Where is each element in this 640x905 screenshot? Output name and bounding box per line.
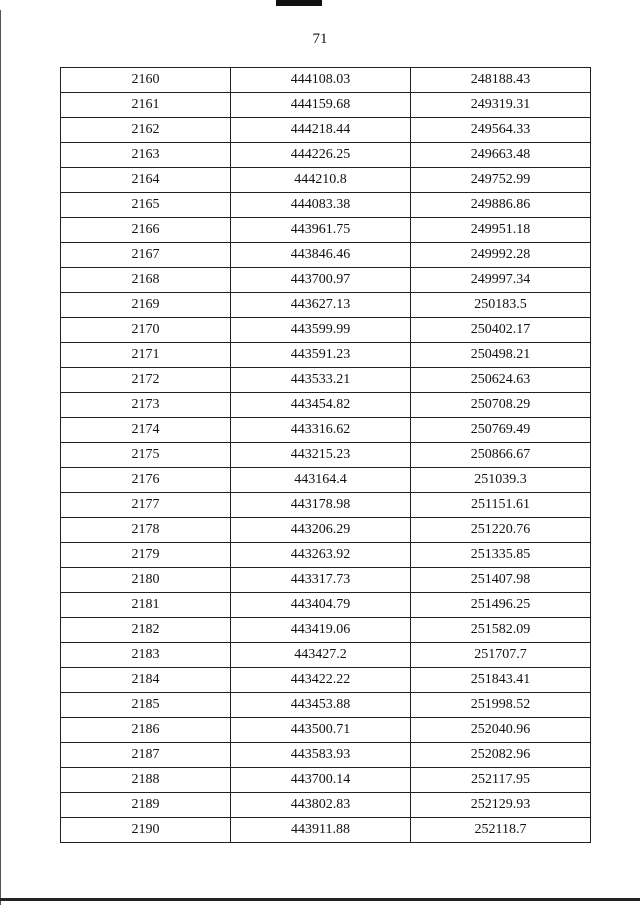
table-row — [61, 543, 591, 568]
table-row — [61, 343, 591, 368]
x-coordinate-cell: 443178.98 — [231, 493, 411, 518]
x-coordinate-cell: 443419.06 — [231, 618, 411, 643]
point-number-cell: 2161 — [61, 93, 231, 118]
x-coordinate-cell: 443206.29 — [231, 518, 411, 543]
point-number-cell: 2166 — [61, 218, 231, 243]
table-row — [61, 593, 591, 618]
table-row — [61, 168, 591, 193]
x-coordinate-cell: 443591.23 — [231, 343, 411, 368]
point-number-cell: 2170 — [61, 318, 231, 343]
point-number-cell: 2187 — [61, 743, 231, 768]
table-row — [61, 293, 591, 318]
y-coordinate-cell: 250402.17 — [411, 318, 591, 343]
table-row — [61, 418, 591, 443]
point-number-cell: 2173 — [61, 393, 231, 418]
x-coordinate-cell: 443583.93 — [231, 743, 411, 768]
y-coordinate-cell: 252118.7 — [411, 818, 591, 843]
y-coordinate-cell: 251151.61 — [411, 493, 591, 518]
y-coordinate-cell: 250624.63 — [411, 368, 591, 393]
y-coordinate-cell: 252040.96 — [411, 718, 591, 743]
x-coordinate-cell: 443846.46 — [231, 243, 411, 268]
table-row — [61, 618, 591, 643]
point-number-cell: 2171 — [61, 343, 231, 368]
table-row — [61, 443, 591, 468]
point-number-cell: 2160 — [61, 68, 231, 93]
table-row — [61, 368, 591, 393]
point-number-cell: 2167 — [61, 243, 231, 268]
x-coordinate-cell: 443427.2 — [231, 643, 411, 668]
x-coordinate-cell: 443316.62 — [231, 418, 411, 443]
point-number-cell: 2186 — [61, 718, 231, 743]
y-coordinate-cell: 249564.33 — [411, 118, 591, 143]
point-number-cell: 2165 — [61, 193, 231, 218]
x-coordinate-cell: 444218.44 — [231, 118, 411, 143]
y-coordinate-cell: 250866.67 — [411, 443, 591, 468]
y-coordinate-cell: 252117.95 — [411, 768, 591, 793]
table-row — [61, 243, 591, 268]
x-coordinate-cell: 443453.88 — [231, 693, 411, 718]
x-coordinate-cell: 443961.75 — [231, 218, 411, 243]
table-row — [61, 493, 591, 518]
y-coordinate-cell: 249997.34 — [411, 268, 591, 293]
y-coordinate-cell: 249992.28 — [411, 243, 591, 268]
x-coordinate-cell: 443317.73 — [231, 568, 411, 593]
point-number-cell: 2175 — [61, 443, 231, 468]
page-bottom-edge — [0, 898, 640, 901]
x-coordinate-cell: 443263.92 — [231, 543, 411, 568]
x-coordinate-cell: 443533.21 — [231, 368, 411, 393]
point-number-cell: 2176 — [61, 468, 231, 493]
table-row — [61, 668, 591, 693]
table-row — [61, 643, 591, 668]
y-coordinate-cell: 249752.99 — [411, 168, 591, 193]
y-coordinate-cell: 250498.21 — [411, 343, 591, 368]
y-coordinate-cell: 251335.85 — [411, 543, 591, 568]
table-row — [61, 468, 591, 493]
table-row — [61, 118, 591, 143]
page-left-edge — [0, 10, 1, 905]
point-number-cell: 2174 — [61, 418, 231, 443]
table-row — [61, 318, 591, 343]
table-row — [61, 768, 591, 793]
table-row — [61, 193, 591, 218]
point-number-cell: 2172 — [61, 368, 231, 393]
point-number-cell: 2169 — [61, 293, 231, 318]
x-coordinate-cell: 444108.03 — [231, 68, 411, 93]
point-number-cell: 2181 — [61, 593, 231, 618]
point-number-cell: 2188 — [61, 768, 231, 793]
table-row — [61, 393, 591, 418]
y-coordinate-cell: 251407.98 — [411, 568, 591, 593]
y-coordinate-cell: 252129.93 — [411, 793, 591, 818]
x-coordinate-cell: 443404.79 — [231, 593, 411, 618]
y-coordinate-cell: 251707.7 — [411, 643, 591, 668]
point-number-cell: 2179 — [61, 543, 231, 568]
y-coordinate-cell: 251998.52 — [411, 693, 591, 718]
point-number-cell: 2183 — [61, 643, 231, 668]
y-coordinate-cell: 251220.76 — [411, 518, 591, 543]
y-coordinate-cell: 252082.96 — [411, 743, 591, 768]
x-coordinate-cell: 443700.14 — [231, 768, 411, 793]
x-coordinate-cell: 443627.13 — [231, 293, 411, 318]
table-row — [61, 793, 591, 818]
point-number-cell: 2162 — [61, 118, 231, 143]
x-coordinate-cell: 443500.71 — [231, 718, 411, 743]
coordinates-table — [60, 67, 591, 843]
y-coordinate-cell: 250769.49 — [411, 418, 591, 443]
point-number-cell: 2164 — [61, 168, 231, 193]
y-coordinate-cell: 250708.29 — [411, 393, 591, 418]
y-coordinate-cell: 251843.41 — [411, 668, 591, 693]
x-coordinate-cell: 443215.23 — [231, 443, 411, 468]
point-number-cell: 2177 — [61, 493, 231, 518]
point-number-cell: 2178 — [61, 518, 231, 543]
point-number-cell: 2182 — [61, 618, 231, 643]
table-row — [61, 568, 591, 593]
coordinates-table-body — [61, 68, 591, 843]
table-row — [61, 743, 591, 768]
x-coordinate-cell: 443164.4 — [231, 468, 411, 493]
table-row — [61, 818, 591, 843]
x-coordinate-cell: 443700.97 — [231, 268, 411, 293]
point-number-cell: 2184 — [61, 668, 231, 693]
x-coordinate-cell: 444083.38 — [231, 193, 411, 218]
table-row — [61, 143, 591, 168]
y-coordinate-cell: 250183.5 — [411, 293, 591, 318]
x-coordinate-cell: 443802.83 — [231, 793, 411, 818]
y-coordinate-cell: 251582.09 — [411, 618, 591, 643]
y-coordinate-cell: 249951.18 — [411, 218, 591, 243]
x-coordinate-cell: 443599.99 — [231, 318, 411, 343]
y-coordinate-cell: 248188.43 — [411, 68, 591, 93]
y-coordinate-cell: 251039.3 — [411, 468, 591, 493]
x-coordinate-cell: 443911.88 — [231, 818, 411, 843]
y-coordinate-cell: 251496.25 — [411, 593, 591, 618]
table-row — [61, 218, 591, 243]
y-coordinate-cell: 249663.48 — [411, 143, 591, 168]
point-number-cell: 2168 — [61, 268, 231, 293]
point-number-cell: 2190 — [61, 818, 231, 843]
table-row — [61, 268, 591, 293]
point-number-cell: 2180 — [61, 568, 231, 593]
point-number-cell: 2163 — [61, 143, 231, 168]
point-number-cell: 2185 — [61, 693, 231, 718]
page-number: 71 — [312, 31, 328, 47]
x-coordinate-cell: 444226.25 — [231, 143, 411, 168]
point-number-cell: 2189 — [61, 793, 231, 818]
table-row — [61, 68, 591, 93]
table-row — [61, 518, 591, 543]
table-row — [61, 93, 591, 118]
table-row — [61, 718, 591, 743]
y-coordinate-cell: 249319.31 — [411, 93, 591, 118]
x-coordinate-cell: 444210.8 — [231, 168, 411, 193]
table-row — [61, 693, 591, 718]
x-coordinate-cell: 444159.68 — [231, 93, 411, 118]
page-top-mark — [276, 0, 322, 6]
y-coordinate-cell: 249886.86 — [411, 193, 591, 218]
x-coordinate-cell: 443454.82 — [231, 393, 411, 418]
x-coordinate-cell: 443422.22 — [231, 668, 411, 693]
